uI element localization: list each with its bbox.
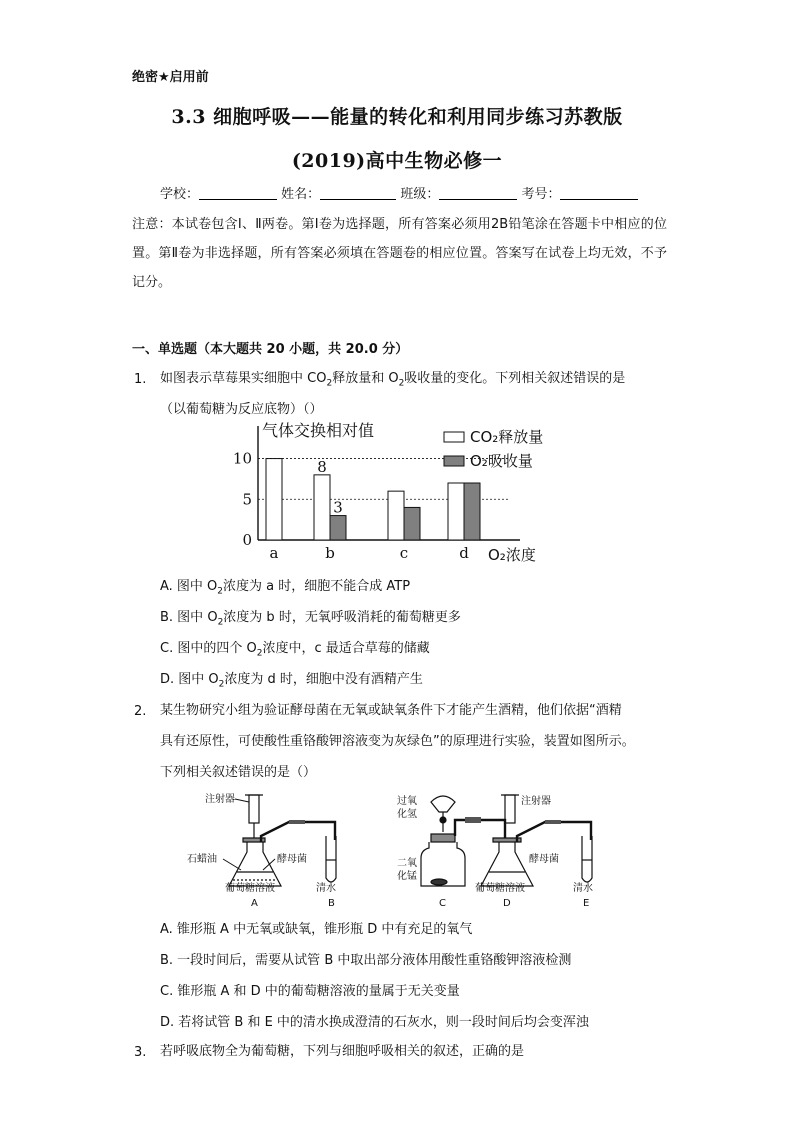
yeast-label-2: 酵母菌	[529, 854, 559, 865]
q1-option-c[interactable]: C. 图中的四个 $O_2$浓度中，c 最适合草莓的储藏	[160, 641, 430, 659]
mno2-label-2: 化锰	[397, 871, 417, 882]
q1-text-b: 释放量和 O	[332, 371, 399, 386]
q1-text-c: 吸收量的变化。下列相关叙述错误的是	[404, 371, 626, 386]
syringe-label-2: 注射器	[521, 796, 551, 807]
legend-swatch-co2	[444, 432, 464, 442]
bar-o2-b	[330, 516, 346, 540]
name-label: 姓名：	[281, 187, 321, 202]
section-heading: 一、单选题（本大题共 20 小题，共 20.0 分）	[132, 342, 409, 357]
q1-text	[160, 364, 625, 399]
setup-two	[421, 795, 592, 886]
funnel	[431, 796, 455, 812]
label-e: E	[583, 898, 590, 909]
bar-co2-a	[266, 459, 282, 540]
school-blank[interactable]	[199, 187, 277, 200]
legend-label-o2: O₂吸收量	[470, 452, 533, 470]
q2-line2: 具有还原性，可使酸性重铬酸钾溶液变为灰绿色”的原理进行实验，装置如图所示。	[160, 734, 635, 749]
secret-label: 绝密★启用前	[132, 70, 209, 85]
paraffin-label: 石蜡油	[187, 854, 217, 865]
label-c: C	[439, 898, 446, 909]
gas-exchange-chart	[230, 420, 560, 570]
label-b: B	[328, 898, 335, 909]
mno2-label-1: 二氧	[397, 858, 417, 869]
label-d: D	[503, 898, 511, 909]
q1-option-d[interactable]: D. 图中 $O_2$浓度为 d 时，细胞中没有酒精产生	[160, 672, 423, 690]
y-tick-5: 5	[242, 490, 252, 509]
label-a: A	[251, 898, 258, 909]
legend-label-co2: CO₂释放量	[470, 428, 544, 446]
bar-o2-d	[464, 483, 480, 540]
q2-number: 2.	[134, 704, 147, 719]
name-blank[interactable]	[320, 187, 396, 200]
syringe-barrel-1	[249, 795, 259, 823]
syringe-label-1: 注射器	[205, 794, 235, 805]
glucose-label-1: 葡萄糖溶液	[225, 883, 275, 894]
q1-number: 1.	[134, 372, 147, 387]
student-info-row	[160, 183, 638, 202]
h2o2-label-1: 过氧	[397, 796, 417, 807]
sub-2: 2	[326, 378, 333, 389]
q1-text-line2: （以葡萄糖为反应底物）（）	[160, 402, 323, 417]
q2-option-a[interactable]: A. 锥形瓶 A 中无氧或缺氧，锥形瓶 D 中有充足的氧气	[160, 922, 473, 937]
h2o2-label-2: 化氢	[397, 809, 417, 820]
x-tick-a: a	[269, 544, 279, 562]
class-label: 班级：	[400, 187, 440, 202]
bar-co2-c	[388, 491, 404, 540]
water-label-1: 清水	[316, 883, 336, 894]
x-tick-c: c	[399, 544, 409, 562]
tube-b	[326, 836, 336, 882]
water-label-2: 清水	[573, 883, 593, 894]
page-title-line1: 3.3 细胞呼吸——能量的转化和利用同步练习苏教版	[171, 106, 623, 128]
glucose-label-2: 葡萄糖溶液	[475, 883, 525, 894]
class-blank[interactable]	[439, 187, 517, 200]
sub-2: 2	[398, 378, 405, 389]
data-label-b-o2: 3	[333, 498, 343, 517]
q2-option-b[interactable]: B. 一段时间后，需要从试管 B 中取出部分液体用酸性重铬酸钾溶液检测	[160, 953, 572, 968]
q1-option-b[interactable]: B. 图中 $O_2$浓度为 b 时，无氧呼吸消耗的葡萄糖更多	[160, 610, 461, 628]
exam-number-label: 考号：	[521, 187, 561, 202]
chart-layer	[233, 421, 543, 564]
q1-option-a[interactable]: A. 图中 $O_2$浓度为 a 时，细胞不能合成 ATP	[160, 579, 411, 597]
bar-co2-d	[448, 483, 464, 540]
x-tick-b: b	[325, 544, 335, 562]
setup-one	[229, 795, 336, 886]
exam-number-blank[interactable]	[560, 187, 638, 200]
chart-title: 气体交换相对值	[262, 421, 375, 440]
flask-d	[481, 842, 533, 886]
tube-e	[582, 836, 592, 882]
school-label: 学校：	[160, 187, 200, 202]
page-title-line2: (2019)高中生物必修一	[291, 150, 503, 172]
apparatus-diagram	[185, 790, 615, 910]
tube-3	[517, 822, 591, 842]
q3-number: 3.	[134, 1045, 147, 1060]
notice-text: 注意：本试卷包含Ⅰ、Ⅱ两卷。第Ⅰ卷为选择题，所有答案必须用2B铅笔涂在答题卡中相应的位置。第Ⅱ卷为非选择题，所有答案必须填在答题卷的相应位置。答案写在试卷上均无效，不予记分。	[132, 217, 667, 290]
q1-text-a: 如图表示草莓果实细胞中 CO	[160, 371, 327, 386]
bar-co2-b	[314, 475, 330, 540]
legend-swatch-o2	[444, 456, 464, 466]
x-tick-d: d	[459, 544, 469, 562]
q2-line3: 下列相关叙述错误的是（）	[160, 765, 317, 780]
y-tick-0: 0	[242, 531, 252, 549]
q2-line1: 某生物研究小组为验证酵母菌在无氧或缺氧条件下才能产生酒精，他们依据“酒精	[160, 703, 622, 718]
data-label-b-co2: 8	[317, 457, 327, 476]
q3-text: 若呼吸底物全为葡萄糖，下列与细胞呼吸相关的叙述，正确的是	[160, 1044, 525, 1059]
x-axis-label: O₂浓度	[488, 546, 536, 564]
y-tick-10: 10	[232, 449, 252, 468]
tube-1	[261, 822, 335, 842]
q2-option-d[interactable]: D. 若将试管 B 和 E 中的清水换成澄清的石灰水，则一段时间后均会变浑浊	[160, 1015, 589, 1030]
q2-option-c[interactable]: C. 锥形瓶 A 和 D 中的葡萄糖溶液的量属于无关变量	[160, 984, 460, 999]
bar-o2-c	[404, 507, 420, 540]
yeast-label-1: 酵母菌	[277, 854, 307, 865]
